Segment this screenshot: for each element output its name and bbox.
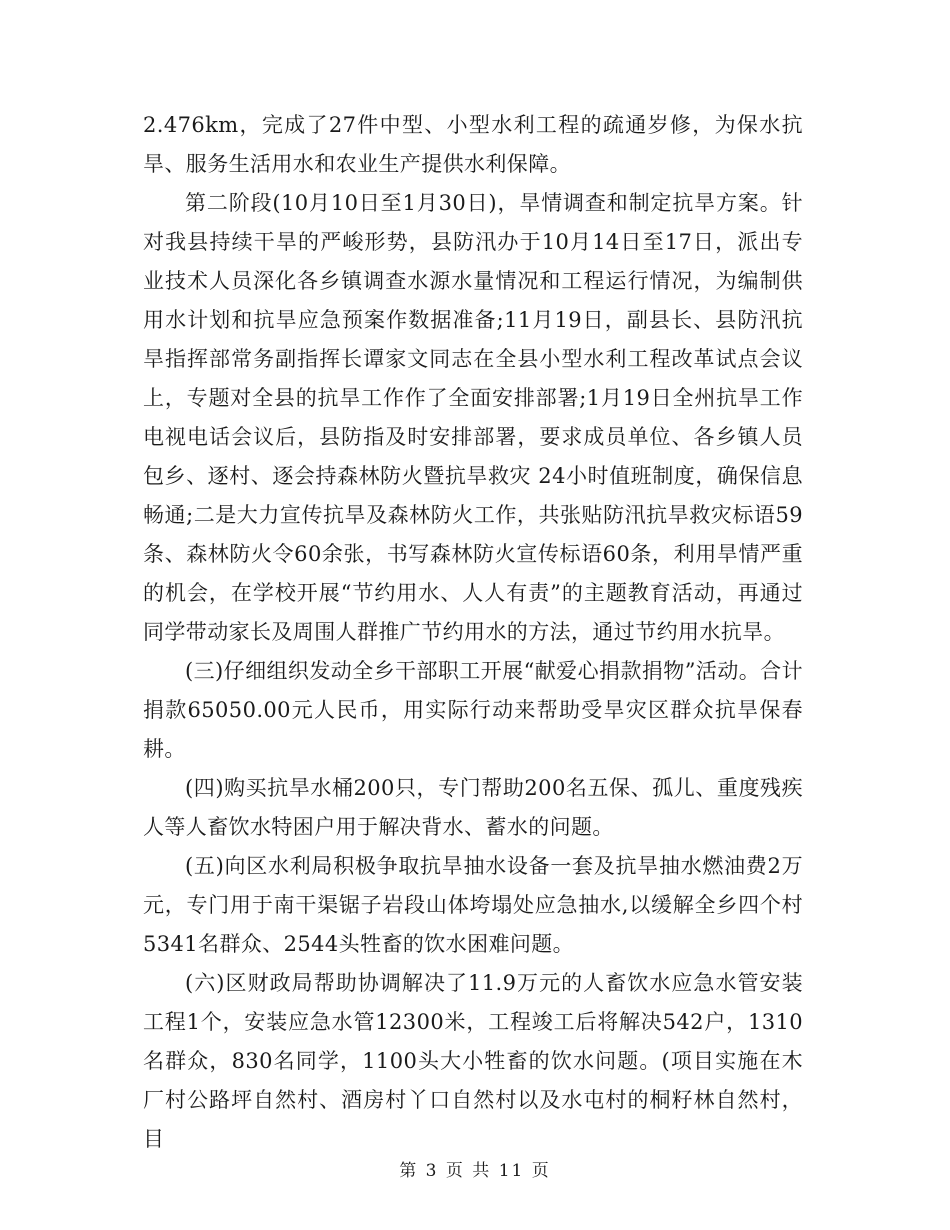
- paragraph-item-four: (四)购买抗旱水桶200只，专门帮助200名五保、孤儿、重度残疾人等人畜饮水特困户用于解决背水、蓄水的问题。: [143, 776, 803, 839]
- paragraph-item-five: (五)向区水利局积极争取抗旱抽水设备一套及抗旱抽水燃油费2万元，专门用于南干渠锯子岩段山体垮塌处应急抽水,以缓解全乡四个村5341名群众、2544头牲畜的饮水困难问题。: [143, 854, 803, 956]
- paragraph-item-three: (三)仔细组织发动全乡干部职工开展“献爱心捐款捐物”活动。合计捐款65050.00元人民币，用实际行动来帮助受旱灾区群众抗旱保春耕。: [143, 659, 803, 761]
- paragraph-continuation: 2.476km，完成了27件中型、小型水利工程的疏通岁修，为保水抗旱、服务生活用水和农业生产提供水利保障。: [143, 113, 803, 176]
- paragraph-stage-two: 第二阶段(10月10日至1月30日)，旱情调查和制定抗旱方案。针对我县持续干旱的严峻形势，县防汛办于10月14日至17日，派出专业技术人员深化各乡镇调查水源水量情况和工程运行情况，为编制供用水计划和抗旱应急预案作数据准备;11月19日，副县长、县防汛抗旱指挥部常务副指挥长谭家文同志在全县小型水利工程改革试点会议上，专题对全县的抗旱工作作了全面安排部署;1月19日全州抗旱工作电视电话会议后，县防指及时安排部署，要求成员单位、各乡镇人员包乡、逐村、逐会持森林防火暨抗旱救灾 24小时值班制度，确保信息畅通;二是大力宣传抗旱及森林防火工作，共张贴防汛抗旱救灾标语59条、森林防火令60余张，书写森林防火宣传标语60条，利用旱情严重的机会，在学校开展“节约用水、人人有责”的主题教育活动，再通过同学带动家长及周围人群推广节约用水的方法，通过节约用水抗旱。: [143, 191, 803, 644]
- page-footer: 第 3 页 共 11 页: [399, 1161, 551, 1181]
- document-body: [143, 106, 803, 1159]
- paragraph-item-six: (六)区财政局帮助协调解决了11.9万元的人畜饮水应急水管安装工程1个，安装应急水管12300米，工程竣工后将解决542户，1310名群众，830名同学，1100头大小牲畜的饮水问题。(项目实施在木厂村公路坪自然村、酒房村丫口自然村以及水屯村的桐籽林自然村，目: [143, 971, 803, 1151]
